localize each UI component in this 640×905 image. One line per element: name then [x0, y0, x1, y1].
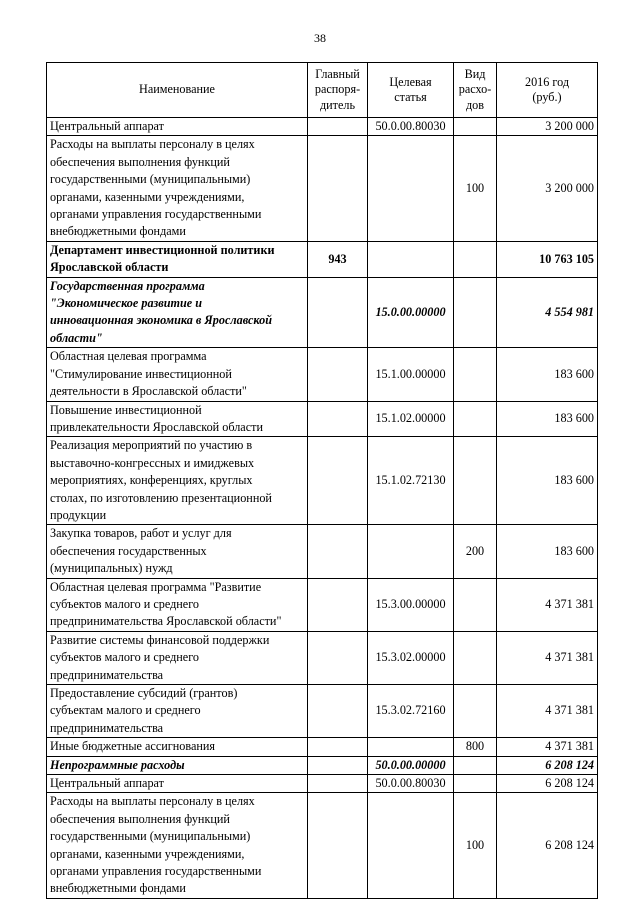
- row-chief-admin-cell: [308, 738, 368, 756]
- row-name-line: внебюджетными фондами: [50, 224, 186, 239]
- row-name-cell: [47, 775, 308, 793]
- row-target-article-cell: 50.0.00.80030: [368, 118, 454, 136]
- row-amount-cell: 183 600: [497, 348, 598, 401]
- row-name-cell: [47, 578, 308, 631]
- header-chief-admin-line: Главный: [315, 66, 360, 81]
- header-target-article: [368, 63, 454, 118]
- row-amount-cell: 4 371 381: [497, 738, 598, 756]
- row-name-line: субъектам малого и среднего: [50, 703, 201, 718]
- row-name-line: Предоставление субсидий (грантов): [50, 686, 238, 700]
- row-expense-type-cell: [454, 241, 497, 277]
- row-expense-type-cell: [454, 401, 497, 437]
- table-row: [47, 401, 598, 437]
- row-target-article-cell: [368, 793, 454, 898]
- row-expense-type-cell: [454, 631, 497, 684]
- row-name-line: органами, казенными учреждениями,: [50, 846, 245, 861]
- row-name-cell: [47, 525, 308, 578]
- row-expense-type-cell: [454, 437, 497, 525]
- row-chief-admin-cell: [308, 277, 368, 348]
- row-name-line: Ярославской области: [50, 260, 169, 275]
- row-name-line: органами управления государственными: [50, 864, 262, 879]
- row-chief-admin-cell: [308, 756, 368, 774]
- table-row: [47, 525, 598, 578]
- row-name-line: Непрограммные расходы: [50, 757, 185, 772]
- row-name-line: деятельности в Ярославской области": [50, 384, 247, 399]
- table-row: [47, 775, 598, 793]
- row-name-line: Повышение инвестиционной: [50, 402, 202, 417]
- row-chief-admin-cell: [308, 793, 368, 898]
- header-chief-admin-line: дитель: [319, 97, 356, 112]
- row-amount-cell: 3 200 000: [497, 118, 598, 136]
- row-name-line: Иные бюджетные ассигнования: [50, 739, 216, 754]
- row-chief-admin-cell: [308, 631, 368, 684]
- row-name-line: субъектов малого и среднего: [50, 596, 200, 611]
- row-amount-cell: 6 208 124: [497, 793, 598, 898]
- row-target-article-cell: [368, 136, 454, 241]
- row-name-cell: [47, 437, 308, 525]
- row-name-line: столах, по изготовлению презентационной: [50, 490, 272, 505]
- row-name-line: Центральный аппарат: [50, 119, 164, 133]
- row-target-article-cell: 15.3.00.00000: [368, 578, 454, 631]
- row-amount-cell: 6 208 124: [497, 756, 598, 774]
- row-chief-admin-cell: [308, 578, 368, 631]
- row-name-cell: [47, 738, 308, 756]
- row-amount-cell: 4 371 381: [497, 578, 598, 631]
- page-number: 38: [314, 31, 326, 45]
- row-name-line: Областная целевая программа: [50, 349, 207, 364]
- row-expense-type-cell: [454, 685, 497, 738]
- row-target-article-cell: 50.0.00.80030: [368, 775, 454, 793]
- row-target-article-cell: [368, 738, 454, 756]
- row-amount-cell: 10 763 105: [497, 241, 598, 277]
- row-name-cell: [47, 136, 308, 241]
- header-expense-type-line: Вид: [464, 66, 486, 81]
- header-target-article-line: Целевая: [389, 74, 432, 89]
- row-amount-cell: 4 554 981: [497, 277, 598, 348]
- table-row: [47, 241, 598, 277]
- row-name-line: субъектов малого и среднего: [50, 650, 200, 665]
- row-name-cell: [47, 685, 308, 738]
- row-name-line: государственными (муниципальными): [50, 829, 251, 844]
- row-name-line: органами, казенными учреждениями,: [50, 189, 245, 204]
- table-row: [47, 738, 598, 756]
- header-name: Наименование: [47, 63, 308, 118]
- row-chief-admin-cell: [308, 775, 368, 793]
- header-year-line: (руб.): [532, 90, 562, 104]
- row-chief-admin-cell: [308, 437, 368, 525]
- row-name-line: предпринимательства: [50, 720, 164, 735]
- row-name-line: привлекательности Ярославской области: [50, 419, 263, 434]
- table-row: [47, 578, 598, 631]
- row-name-line: государственными (муниципальными): [50, 172, 251, 187]
- row-expense-type-cell: 200: [454, 525, 497, 578]
- row-name-line: "Стимулирование инвестиционной: [50, 366, 232, 381]
- row-amount-cell: 6 208 124: [497, 775, 598, 793]
- row-name-line: Государственная программа: [50, 278, 205, 293]
- row-amount-cell: 183 600: [497, 437, 598, 525]
- row-name-cell: [47, 118, 308, 136]
- row-name-line: предпринимательства: [50, 667, 164, 682]
- table-row: [47, 793, 598, 898]
- row-name-cell: [47, 401, 308, 437]
- row-expense-type-cell: [454, 118, 497, 136]
- row-name-cell: [47, 631, 308, 684]
- row-target-article-cell: 15.0.00.00000: [368, 277, 454, 348]
- row-chief-admin-cell: [308, 136, 368, 241]
- row-name-line: инновационная экономика в Ярославской: [50, 313, 272, 328]
- row-name-line: Реализация мероприятий по участию в: [50, 438, 253, 453]
- row-name-line: выставочно-конгрессных и имиджевых: [50, 455, 255, 470]
- row-target-article-cell: 15.3.02.00000: [368, 631, 454, 684]
- row-name-cell: [47, 348, 308, 401]
- row-chief-admin-cell: [308, 525, 368, 578]
- row-target-article-cell: 15.3.02.72160: [368, 685, 454, 738]
- table-row: [47, 437, 598, 525]
- row-name-line: продукции: [50, 507, 107, 522]
- row-target-article-cell: [368, 241, 454, 277]
- row-name-line: мероприятиях, конференциях, круглых: [50, 473, 253, 488]
- row-name-line: предпринимательства Ярославской области": [50, 614, 282, 629]
- row-amount-cell: 3 200 000: [497, 136, 598, 241]
- row-name-line: Департамент инвестиционной политики: [50, 242, 275, 257]
- header-expense-type-line: дов: [465, 97, 485, 112]
- row-name-line: Расходы на выплаты персоналу в целях: [50, 137, 255, 152]
- row-name-cell: [47, 277, 308, 348]
- row-name-line: области": [50, 330, 103, 345]
- row-name-line: внебюджетными фондами: [50, 881, 186, 896]
- header-chief-admin: [308, 63, 368, 118]
- header-expense-type: [454, 63, 497, 118]
- table-row: [47, 685, 598, 738]
- row-target-article-cell: 15.1.00.00000: [368, 348, 454, 401]
- row-name-line: Расходы на выплаты персоналу в целях: [50, 794, 255, 809]
- row-expense-type-cell: 100: [454, 136, 497, 241]
- row-chief-admin-cell: [308, 118, 368, 136]
- row-name-line: Центральный аппарат: [50, 776, 164, 791]
- row-name-line: обеспечения выполнения функций: [50, 811, 230, 826]
- row-expense-type-cell: [454, 756, 497, 774]
- row-target-article-cell: 15.1.02.00000: [368, 401, 454, 437]
- table-row: [47, 756, 598, 774]
- row-expense-type-cell: 800: [454, 738, 497, 756]
- table-row: [47, 136, 598, 241]
- budget-table: [46, 62, 598, 899]
- header-year-line: 2016 год: [524, 74, 570, 89]
- row-name-line: "Экономическое развитие и: [50, 296, 203, 311]
- row-name-line: органами управления государственными: [50, 207, 262, 222]
- row-target-article-cell: [368, 525, 454, 578]
- row-name-cell: [47, 793, 308, 898]
- table-header-row: [47, 63, 598, 118]
- row-chief-admin-cell: [308, 401, 368, 437]
- row-chief-admin-cell: 943: [308, 241, 368, 277]
- table-body: [47, 118, 598, 899]
- row-amount-cell: 4 371 381: [497, 631, 598, 684]
- table-row: [47, 631, 598, 684]
- row-name-line: обеспечения государственных: [50, 543, 207, 558]
- row-chief-admin-cell: [308, 685, 368, 738]
- row-name-line: Областная целевая программа "Развитие: [50, 579, 262, 594]
- row-target-article-cell: 50.0.00.00000: [368, 756, 454, 774]
- row-target-article-cell: 15.1.02.72130: [368, 437, 454, 525]
- header-year: [497, 63, 598, 118]
- header-chief-admin-line: распоря-: [314, 82, 361, 97]
- row-name-line: Закупка товаров, работ и услуг для: [50, 526, 232, 541]
- row-name-cell: [47, 241, 308, 277]
- table-row: [47, 118, 598, 136]
- row-expense-type-cell: 100: [454, 793, 497, 898]
- row-expense-type-cell: [454, 578, 497, 631]
- row-name-line: (муниципальных) нужд: [50, 561, 173, 576]
- row-expense-type-cell: [454, 775, 497, 793]
- row-expense-type-cell: [454, 277, 497, 348]
- row-amount-cell: 183 600: [497, 525, 598, 578]
- row-chief-admin-cell: [308, 348, 368, 401]
- table-row: [47, 277, 598, 348]
- row-amount-cell: 183 600: [497, 401, 598, 437]
- row-amount-cell: 4 371 381: [497, 685, 598, 738]
- row-name-line: Развитие системы финансовой поддержки: [50, 632, 270, 647]
- header-target-article-line: статья: [394, 90, 427, 104]
- row-name-cell: [47, 756, 308, 774]
- table-row: [47, 348, 598, 401]
- header-expense-type-line: расхо-: [458, 82, 492, 97]
- row-expense-type-cell: [454, 348, 497, 401]
- row-name-line: обеспечения выполнения функций: [50, 154, 230, 169]
